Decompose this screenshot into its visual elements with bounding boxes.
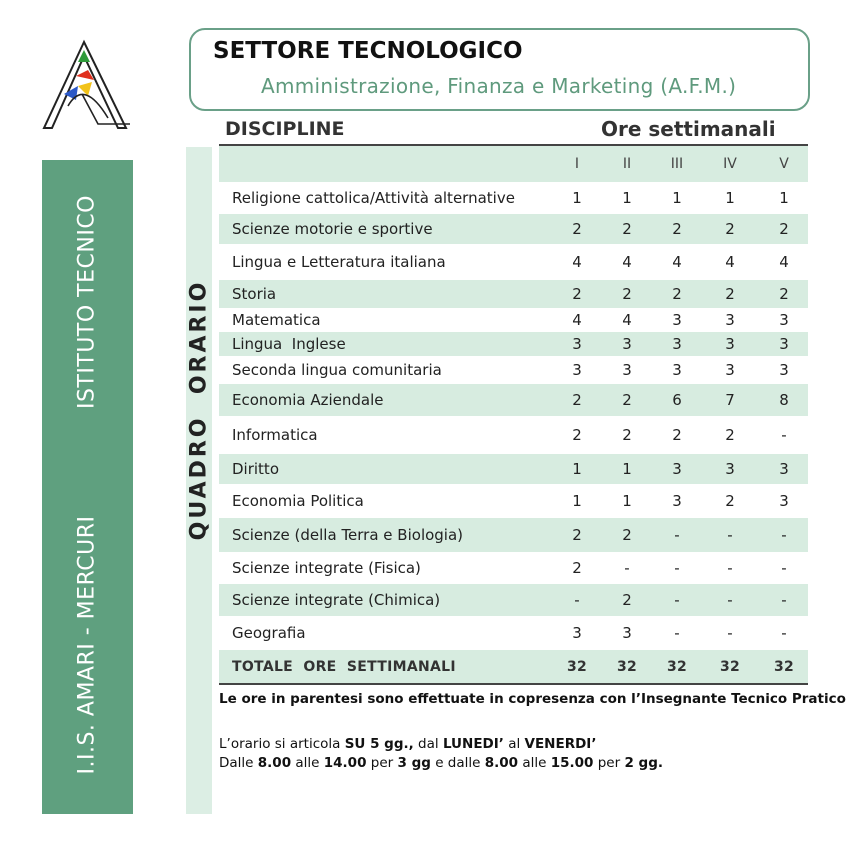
triangle-logo-icon	[38, 38, 134, 132]
ore-heading: Ore settimanali	[601, 117, 776, 141]
hours-cell: 3	[779, 492, 789, 510]
hours-cell: 2	[622, 391, 632, 409]
year-header: III	[670, 156, 684, 172]
hours-cell: 3	[622, 361, 632, 379]
table-row	[219, 552, 808, 584]
hours-cell: 1	[572, 492, 582, 510]
hours-cell: 2	[725, 492, 735, 510]
hours-cell: 1	[572, 189, 582, 207]
hours-cell: -	[727, 624, 733, 642]
hours-cell: 2	[672, 426, 682, 444]
hours-cell: 3	[622, 624, 632, 642]
discipline-name: Economia Aziendale	[232, 391, 384, 409]
school-logo	[38, 38, 134, 132]
hours-cell: -	[674, 526, 680, 544]
total-cell: 32	[616, 658, 638, 675]
table-row	[219, 244, 808, 280]
hours-cell: -	[781, 591, 787, 609]
hours-cell: 3	[725, 460, 735, 478]
hours-cell: 2	[572, 526, 582, 544]
hours-cell: 2	[622, 591, 632, 609]
discipline-name: Scienze motorie e sportive	[232, 220, 433, 238]
table-row	[219, 584, 808, 616]
hours-cell: 3	[779, 361, 789, 379]
discipline-name: Scienze (della Terra e Biologia)	[232, 526, 464, 544]
hours-cell: 1	[779, 189, 789, 207]
table-row	[219, 616, 808, 650]
table-row	[219, 356, 808, 384]
page-title: SETTORE TECNOLOGICO	[213, 38, 523, 64]
hours-cell: 3	[672, 492, 682, 510]
hours-cell: 3	[779, 311, 789, 329]
table-bottom-rule	[219, 683, 808, 685]
table-row	[219, 182, 808, 214]
hours-cell: 3	[672, 335, 682, 353]
discipline-name: Scienze integrate (Chimica)	[232, 591, 441, 609]
hours-cell: 2	[622, 426, 632, 444]
hours-cell: 3	[779, 460, 789, 478]
hours-cell: 1	[622, 460, 632, 478]
sidebar-bottom-text: I.I.S. AMARI - MERCURI	[74, 515, 100, 775]
discipline-name: Diritto	[232, 460, 279, 478]
hours-cell: 3	[672, 460, 682, 478]
table-row	[219, 416, 808, 454]
table-header-row	[219, 146, 808, 182]
hours-cell: 3	[672, 311, 682, 329]
hours-cell: 2	[779, 285, 789, 303]
hours-cell: 2	[622, 526, 632, 544]
hours-cell: 4	[572, 253, 582, 271]
hours-cell: 4	[622, 311, 632, 329]
quadro-label: QUADRO ORARIO	[186, 279, 212, 541]
hours-cell: -	[727, 526, 733, 544]
hours-cell: 2	[572, 220, 582, 238]
hours-cell: 3	[672, 361, 682, 379]
hours-cell: 1	[725, 189, 735, 207]
hours-cell: 6	[672, 391, 682, 409]
table-row	[219, 280, 808, 308]
discipline-name: Economia Politica	[232, 492, 364, 510]
hours-cell: 3	[779, 335, 789, 353]
hours-cell: 2	[779, 220, 789, 238]
discipline-name: Seconda lingua comunitaria	[232, 361, 442, 379]
table-row	[219, 454, 808, 484]
hours-cell: 1	[572, 460, 582, 478]
hours-cell: 3	[725, 335, 735, 353]
schedule-line-1: L’orario si articola SU 5 gg., dal LUNEDI’ al VENERDI’	[219, 736, 597, 752]
total-cell: 32	[719, 658, 741, 675]
hours-cell: -	[781, 526, 787, 544]
hours-cell: -	[624, 559, 630, 577]
hours-cell: 2	[725, 220, 735, 238]
hours-cell: 2	[622, 220, 632, 238]
discipline-name: Scienze integrate (Fisica)	[232, 559, 421, 577]
hours-cell: 1	[622, 189, 632, 207]
copresence-note: Le ore in parentesi sono effettuate in copresenza con l’Insegnante Tecnico Pratico	[219, 691, 846, 707]
hours-cell: 3	[572, 624, 582, 642]
hours-cell: -	[781, 559, 787, 577]
year-header: I	[574, 156, 580, 172]
discipline-name: Geografia	[232, 624, 306, 642]
table-row	[219, 484, 808, 518]
hours-cell: 1	[672, 189, 682, 207]
hours-cell: 2	[572, 426, 582, 444]
hours-cell: 2	[672, 220, 682, 238]
table-row	[219, 518, 808, 552]
hours-cell: 4	[572, 311, 582, 329]
hours-cell: -	[727, 559, 733, 577]
hours-cell: -	[674, 624, 680, 642]
discipline-name: Religione cattolica/Attività alternative	[232, 189, 515, 207]
schedule-line-2: Dalle 8.00 alle 14.00 per 3 gg e dalle 8.00 alle 15.00 per 2 gg.	[219, 755, 664, 771]
table-total-row	[219, 650, 808, 683]
discipline-name: Lingua Inglese	[232, 335, 346, 353]
hours-cell: 2	[572, 559, 582, 577]
hours-cell: 2	[672, 285, 682, 303]
hours-cell: 3	[725, 361, 735, 379]
sidebar-top-text: ISTITUTO TECNICO	[74, 195, 100, 409]
table-row	[219, 384, 808, 416]
hours-cell: -	[574, 591, 580, 609]
hours-cell: 3	[622, 335, 632, 353]
total-cell: 32	[566, 658, 588, 675]
year-header: IV	[723, 156, 737, 172]
hours-cell: 2	[725, 285, 735, 303]
discipline-name: Lingua e Letteratura italiana	[232, 253, 446, 271]
hours-cell: -	[727, 591, 733, 609]
hours-cell: 3	[572, 361, 582, 379]
total-label: TOTALE ORE SETTIMANALI	[232, 658, 456, 675]
hours-cell: 7	[725, 391, 735, 409]
hours-cell: 2	[572, 391, 582, 409]
hours-cell: 3	[572, 335, 582, 353]
hours-cell: 4	[672, 253, 682, 271]
hours-cell: 4	[622, 253, 632, 271]
hours-cell: -	[674, 559, 680, 577]
hours-cell: 4	[779, 253, 789, 271]
discipline-name: Storia	[232, 285, 277, 303]
discipline-heading: DISCIPLINE	[225, 118, 345, 140]
hours-cell: 2	[622, 285, 632, 303]
hours-cell: 1	[622, 492, 632, 510]
total-cell: 32	[773, 658, 795, 675]
total-cell: 32	[666, 658, 688, 675]
hours-cell: 8	[779, 391, 789, 409]
discipline-name: Matematica	[232, 311, 321, 329]
discipline-name: Informatica	[232, 426, 318, 444]
hours-cell: -	[674, 591, 680, 609]
page-subtitle: Amministrazione, Finanza e Marketing (A.F.M.)	[261, 74, 737, 98]
hours-cell: 3	[725, 311, 735, 329]
year-header: V	[779, 156, 789, 172]
hours-cell: -	[781, 624, 787, 642]
table-row	[219, 332, 808, 356]
table-row	[219, 214, 808, 244]
header-box	[189, 28, 810, 111]
hours-cell: 4	[725, 253, 735, 271]
table-row	[219, 308, 808, 332]
hours-cell: -	[781, 426, 787, 444]
hours-cell: 2	[725, 426, 735, 444]
hours-cell: 2	[572, 285, 582, 303]
year-header: II	[622, 156, 632, 172]
